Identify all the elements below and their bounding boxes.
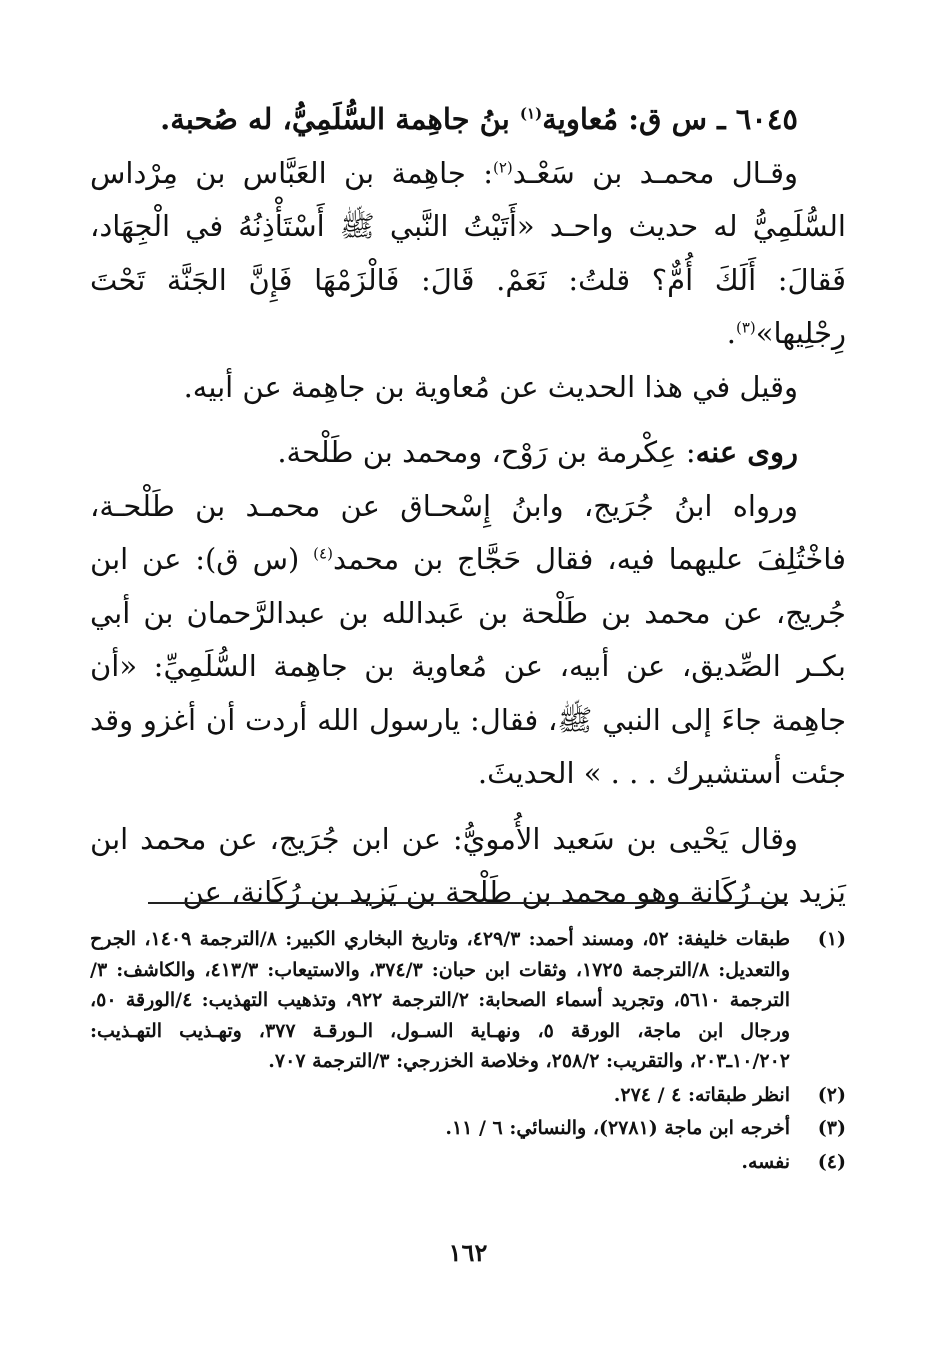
footnote-1 xyxy=(90,924,846,1077)
page-number: ١٦٢ xyxy=(448,1238,488,1267)
footnote-number: (٢) xyxy=(817,1083,846,1106)
footnote-number: (١) xyxy=(817,928,846,950)
footnote-divider xyxy=(148,902,788,904)
footnote-text: انظر طبقاته: ٤ / ٢٧٤. xyxy=(613,1083,790,1106)
paragraph-yahya: وقال يَحْيى بن سَعيد الأُمويُّ: عن ابن جُرَيج، عن محمد ابن يَزيد بن رُكَانة وهو محمد بن طَلْحة بن يَزيد بن رُكَانة، عن xyxy=(90,821,846,909)
paragraph-text: . xyxy=(726,316,736,350)
paragraph-text: : جاهِمة بن العَبَّاس بن مِرْداس السُّلَمِيُّ له حديث واحـد «أَتَيْتُ النَّبي ﷺ أَسْتَأْذِنُهُ في الْجِهَاد، فَقالَ: أَلَكَ أُمٌّ؟ قلتُ: نَعَمْ. قَالَ: فَالْزَمْهَا فَإِنَّ الجَنَّة تَحْتَ رِجْلِيها» xyxy=(90,155,846,350)
narrators-text: : عِكْرمة بن رَوْح، ومحمد بن طَلْحة. xyxy=(277,435,696,469)
footnotes-section xyxy=(90,924,846,1180)
paragraph-narrators xyxy=(90,426,846,480)
footnote-ref-4[interactable]: (٤) xyxy=(313,544,333,563)
spacer xyxy=(90,414,846,426)
footnote-4 xyxy=(90,1147,846,1178)
main-text xyxy=(90,93,846,920)
entry-heading-lead: ٦٠٤٥ ـ س ق: مُعاوية xyxy=(542,102,798,136)
paragraph-ibn-jurayj xyxy=(90,480,846,801)
footnote-ref-1[interactable]: (١) xyxy=(519,104,543,123)
paragraph-text: وقـال محمـد بن سَعْـد xyxy=(512,155,798,190)
paragraph-qila: وقيل في هذا الحديث عن مُعاوية بن جاهِمة عن أبيه. xyxy=(183,369,798,404)
footnote-text: نفسه. xyxy=(741,1150,790,1173)
entry-heading-rest: بنُ جاهِمة السُّلَمِيُّ، له صُحبة. xyxy=(160,102,520,136)
footnote-text: أخرجه ابن ماجة (٢٧٨١)، والنسائي: ٦ / ١١. xyxy=(445,1117,790,1139)
footnote-text: طبقات خليفة: ٥٢، ومسند أحمد: ٤٢٩/٣، وتاريخ البخاري الكبير: ٨/الترجمة ١٤٠٩، الجرح والتعديل: ٨/الترجمة ١٧٢٥، وثقات ابن حبان: ٣٧٤/٣، والاستيعاب: ٤١٣/٣، والكاشف: ٣/الترجمة ٥٦١٠، وتجريد أسماء الصحابة: ٢/الترجمة ٩٢٢، وتذهيب التهذيب: ٤/الورقة ٥٠، ورجال ابن ماجة، الورقة ٥، ونهـاية السـول، الـورقـة ٣٧٧، وتهـذيب التهـذيب: ١٠/٢٠٢ـ٢٠٣، والتقريب: ٢٥٨/٢، وخلاصة الخزرجي: ٣/الترجمة ٧٠٧. xyxy=(90,928,791,1072)
paragraph-ibn-sad xyxy=(90,147,846,361)
paragraph-text: (س ق): عن ابن جُريج، عن محمد بن طَلْحة بن عَبدالله بن عبدالرَّحمان بن أبي بكـر الصِّديق، عن أبيه، عن مُعاوية بن جاهِمة السُّلَمِيِّ: «أن جاهِمة جاءَ إلى النبي ﷺ، فقال: يارسول الله أردت أن أغزو وقد جئت أستشيرك . . . » الحديثَ. xyxy=(90,542,846,790)
footnote-ref-2[interactable]: (٢) xyxy=(492,157,513,176)
footnote-3 xyxy=(90,1113,846,1144)
footnote-2 xyxy=(90,1080,846,1111)
spacer xyxy=(90,801,846,813)
entry-heading xyxy=(90,93,846,147)
footnote-number: (٣) xyxy=(817,1117,846,1139)
narrators-label: روى عنه xyxy=(695,435,798,469)
paragraph-text: ورواه ابنُ جُرَيج، وابنُ إِسْحـاق عن محمـد بن طَلْحـة، فاخْتُلِفَ عليهما فيه، فقال حَجَّاج بن محمد xyxy=(90,488,846,576)
footnote-number: (٤) xyxy=(817,1150,846,1173)
footnote-ref-3[interactable]: (٣) xyxy=(735,318,756,337)
